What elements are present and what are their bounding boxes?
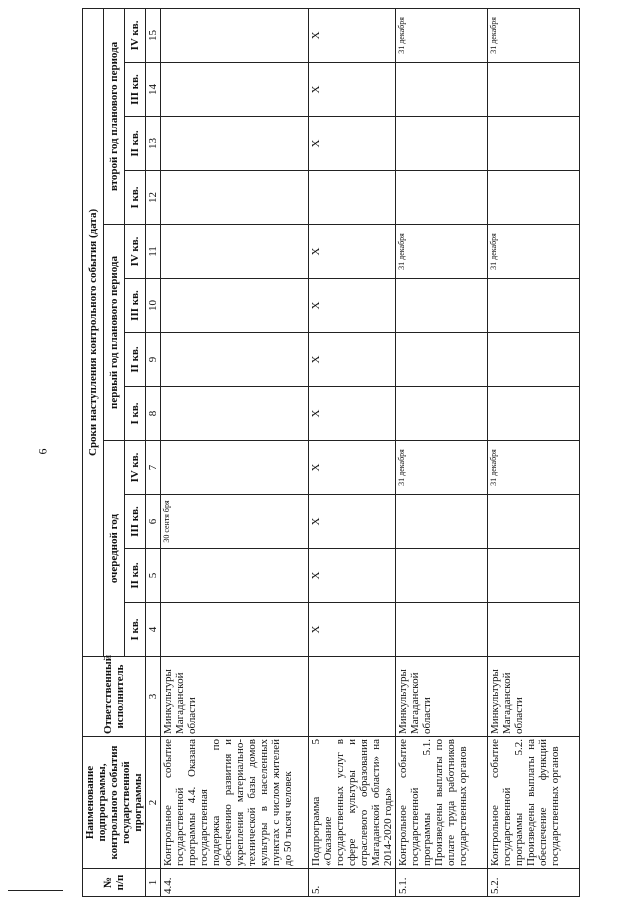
quarter-cell (161, 333, 309, 387)
responsible-executor: Минкультуры Магаданской области (396, 657, 488, 737)
x-mark: X (310, 247, 322, 256)
quarter-header: I кв. (125, 603, 146, 657)
column-number: 10 (146, 279, 161, 333)
header-exec: Ответственный исполнитель (83, 657, 146, 737)
quarter-cell (396, 603, 488, 657)
quarter-cell (396, 279, 488, 333)
event-date: 31 декабря (397, 233, 406, 270)
quarter-cell (161, 8, 309, 62)
quarter-cell (309, 387, 396, 441)
quarter-cell (309, 495, 396, 549)
page-number: 6 (35, 448, 50, 455)
event-date: 31 декабря (489, 449, 498, 486)
quarter-cell (488, 63, 580, 117)
column-number: 5 (146, 549, 161, 603)
column-number: 7 (146, 441, 161, 495)
quarter-cell (488, 441, 580, 495)
quarter-cell (396, 63, 488, 117)
event-name: Контрольное событие государственной программы 5.2. Произведены выплаты на обеспечение функций государственных органов (488, 737, 580, 869)
quarter-header: III кв. (125, 495, 146, 549)
quarter-cell (309, 333, 396, 387)
column-number: 14 (146, 63, 161, 117)
quarter-cell (309, 117, 396, 171)
column-number: 12 (146, 171, 161, 225)
x-mark: X (310, 463, 322, 472)
quarter-cell (309, 549, 396, 603)
quarter-cell (161, 225, 309, 279)
quarter-cell (309, 63, 396, 117)
x-mark: X (310, 625, 322, 634)
quarter-cell (488, 495, 580, 549)
event-date: 31 декабря (489, 233, 498, 270)
quarter-cell (488, 387, 580, 441)
row-number: 5.1. (396, 869, 488, 897)
column-number-row (146, 8, 161, 896)
column-number: 11 (146, 225, 161, 279)
quarter-cell (396, 333, 488, 387)
event-name: Подпрограмма 5 «Оказание государственных услуг в сфере культуры и отраслевого образования Магаданской области» на 2014-2020 годы» (309, 737, 396, 869)
column-number: 6 (146, 495, 161, 549)
column-number: 3 (146, 657, 161, 737)
quarter-cell (488, 333, 580, 387)
quarter-cell (396, 549, 488, 603)
quarter-cell (161, 441, 309, 495)
quarter-cell (488, 549, 580, 603)
quarter-header: I кв. (125, 171, 146, 225)
event-name: Контрольное событие государственной программы 4.4. Оказана государственная поддержка по обеспечению развития и укрепления материально-технической базы домов культуры в населенных пунктах с числом жителей до 50 тысяч человек (161, 737, 309, 869)
event-name: Контрольное событие государственной программы 5.1. Произведены выплаты по оплате труда работников государственных органов (396, 737, 488, 869)
column-number: 4 (146, 603, 161, 657)
x-mark: X (310, 355, 322, 364)
quarter-cell (396, 225, 488, 279)
table-row (309, 8, 396, 896)
quarter-cell (396, 171, 488, 225)
quarter-cell (161, 117, 309, 171)
header-year3: второй год планового периода (104, 8, 125, 224)
quarter-header: II кв. (125, 333, 146, 387)
quarter-cell (488, 117, 580, 171)
quarter-header: IV кв. (125, 8, 146, 62)
x-mark: X (310, 31, 322, 40)
quarter-cell (161, 495, 309, 549)
quarter-cell (488, 603, 580, 657)
quarter-cell (309, 225, 396, 279)
table-row (161, 8, 309, 896)
quarter-cell (161, 549, 309, 603)
x-mark: X (310, 85, 322, 94)
quarter-cell (161, 387, 309, 441)
event-date: 31 декабря (397, 17, 406, 54)
control-events-table (82, 8, 580, 897)
quarter-cell (309, 171, 396, 225)
column-number: 2 (146, 737, 161, 869)
quarter-cell (488, 8, 580, 62)
responsible-executor (309, 657, 396, 737)
row-number: 5.2. (488, 869, 580, 897)
quarter-cell (161, 171, 309, 225)
quarter-cell (161, 279, 309, 333)
responsible-executor: Минкультуры Магаданской области (161, 657, 309, 737)
column-number: 15 (146, 8, 161, 62)
quarter-cell (488, 225, 580, 279)
x-mark: X (310, 517, 322, 526)
quarter-cell (396, 387, 488, 441)
column-number: 8 (146, 387, 161, 441)
column-number: 13 (146, 117, 161, 171)
header-dates: Сроки наступления контрольного события (дата) (83, 8, 104, 656)
header-year2: первый год планового периода (104, 225, 125, 441)
quarter-cell (488, 279, 580, 333)
row-number: 5. (309, 869, 396, 897)
quarter-cell (161, 63, 309, 117)
quarter-cell (396, 495, 488, 549)
table-body (146, 8, 580, 896)
responsible-executor: Минкультуры Магаданской области (488, 657, 580, 737)
header-name: Наименование подпрограммы, контрольного события государственной программы (83, 737, 146, 869)
column-number: 1 (146, 869, 161, 897)
quarter-cell (309, 441, 396, 495)
quarter-header: III кв. (125, 279, 146, 333)
quarter-cell (396, 117, 488, 171)
quarter-header: II кв. (125, 117, 146, 171)
quarter-cell (309, 8, 396, 62)
header-year1: очередной год (104, 441, 125, 657)
event-date: 31 декабря (397, 449, 406, 486)
header-num: № п/п (83, 869, 146, 897)
row-number: 4.4. (161, 869, 309, 897)
quarter-header: I кв. (125, 387, 146, 441)
quarter-header: III кв. (125, 63, 146, 117)
x-mark: X (310, 409, 322, 418)
quarter-header: IV кв. (125, 441, 146, 495)
quarter-cell (309, 279, 396, 333)
event-date: 31 декабря (489, 17, 498, 54)
quarter-header: IV кв. (125, 225, 146, 279)
quarter-cell (488, 171, 580, 225)
x-mark: X (310, 301, 322, 310)
quarter-cell (396, 441, 488, 495)
table-row (488, 8, 580, 896)
x-mark: X (310, 571, 322, 580)
event-date: 30 сентя бря (162, 500, 171, 543)
quarter-cell (396, 8, 488, 62)
column-number: 9 (146, 333, 161, 387)
x-mark: X (310, 139, 322, 148)
quarter-cell (309, 603, 396, 657)
table-row (396, 8, 488, 896)
quarter-header: II кв. (125, 549, 146, 603)
quarter-cell (161, 603, 309, 657)
